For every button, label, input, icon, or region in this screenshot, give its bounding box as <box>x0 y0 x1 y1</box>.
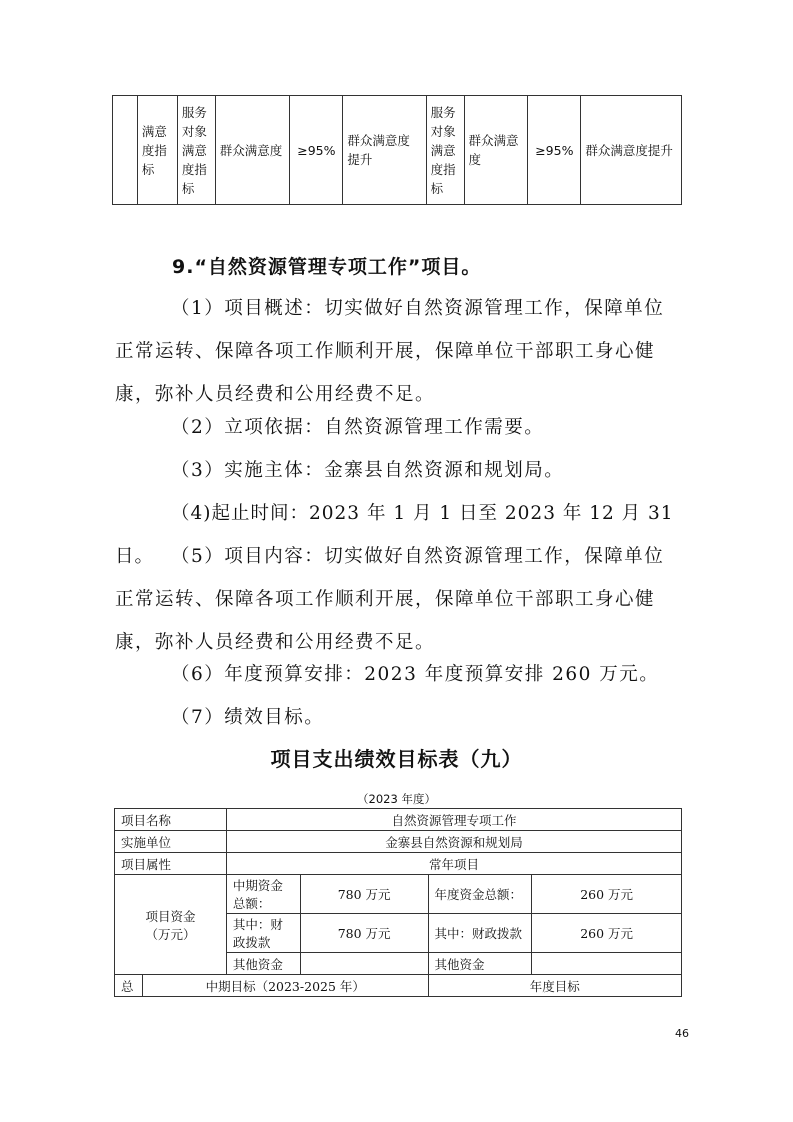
table-cell: ≥95% <box>528 96 581 205</box>
paragraph-entity: （3）实施主体：金寨县自然资源和规划局。 <box>171 460 565 481</box>
table-row <box>115 875 682 914</box>
table-cell: 年度目标 <box>428 975 682 997</box>
table-year: （2023 年度） <box>357 792 436 806</box>
table-cell: 自然资源管理专项工作 <box>226 809 681 831</box>
table-cell: 群众满意度提升 <box>343 96 426 205</box>
section-heading: 9.“自然资源管理专项工作”项目。 <box>172 256 482 278</box>
table-cell: 服务对象满意度指标 <box>177 96 215 205</box>
paragraph-budget: （6）年度预算安排：2023 年度预算安排 260 万元。 <box>171 664 660 685</box>
page-number: 46 <box>675 1027 689 1040</box>
table-cell: 常年项目 <box>226 853 681 875</box>
table-cell: 其他资金 <box>428 953 532 975</box>
table-cell: 260 万元 <box>532 914 682 953</box>
table-cell: 金寨县自然资源和规划局 <box>226 831 681 853</box>
table-cell: 其中：财政拨款 <box>226 914 300 953</box>
table-cell: 群众满意度提升 <box>581 96 682 205</box>
table-cell <box>113 96 138 205</box>
table-title: 项目支出绩效目标表（九） <box>270 747 523 771</box>
table-cell: 群众满意度 <box>215 96 290 205</box>
paragraph-basis: （2）立项依据：自然资源管理工作需要。 <box>171 417 545 438</box>
table-cell: 年度资金总额： <box>428 875 532 914</box>
table-row <box>115 853 682 875</box>
table-cell <box>300 953 428 975</box>
table-cell: 780 万元 <box>300 875 428 914</box>
table-cell: 中期资金总额： <box>226 875 300 914</box>
table-row <box>115 831 682 853</box>
table-cell: 其中：财政拨款 <box>428 914 532 953</box>
table-cell: 其他资金 <box>226 953 300 975</box>
table-row <box>113 96 682 205</box>
table-cell: 群众满意度 <box>464 96 528 205</box>
table-cell: 实施单位 <box>115 831 227 853</box>
table-cell: ≥95% <box>290 96 343 205</box>
indicator-table <box>112 95 682 205</box>
paragraph-period: （4)起止时间：2023 年 1 月 1 日至 2023 年 12 月 31 日。 <box>115 503 674 567</box>
paragraph-overview: （1）项目概述：切实做好自然资源管理工作，保障单位正常运转、保障各项工作顺利开展，保障单位干部职工身心健康，弥补人员经费和公用经费不足。 <box>115 298 665 405</box>
table-cell: 项目资金（万元） <box>115 875 227 975</box>
table-cell: 满意度指标 <box>137 96 177 205</box>
table-cell: 项目名称 <box>115 809 227 831</box>
paragraph-goal: （7）绩效目标。 <box>171 707 325 728</box>
table-cell: 780 万元 <box>300 914 428 953</box>
paragraph-content: （5）项目内容：切实做好自然资源管理工作，保障单位正常运转、保障各项工作顺利开展，保障单位干部职工身心健康，弥补人员经费和公用经费不足。 <box>115 546 665 653</box>
table-cell: 项目属性 <box>115 853 227 875</box>
table-cell: 总 <box>115 975 143 997</box>
table-cell <box>532 953 682 975</box>
table-row <box>115 809 682 831</box>
performance-target-table <box>114 808 682 997</box>
table-cell: 260 万元 <box>532 875 682 914</box>
table-row <box>115 975 682 997</box>
table-cell: 中期目标（2023-2025 年） <box>142 975 428 997</box>
table-cell: 服务对象满意度指标 <box>426 96 464 205</box>
